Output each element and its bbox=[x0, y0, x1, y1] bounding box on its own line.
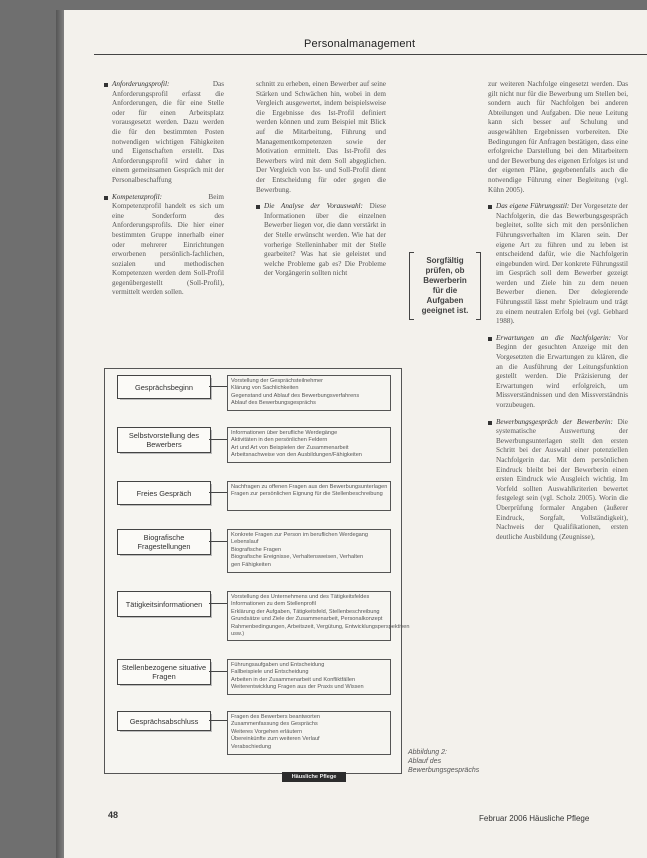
step-label: Stellenbezogene situative Fragen bbox=[117, 659, 211, 685]
paragraph-erwartungen bbox=[488, 334, 628, 411]
column-1 bbox=[104, 80, 224, 305]
detail-item: Biografische Ereignisse, Verhaltensweisen, Verhalten bbox=[231, 554, 364, 561]
step-details bbox=[227, 375, 391, 411]
quote-bracket-left bbox=[409, 252, 414, 320]
detail-item: Weiteres Vorgehen erläutern bbox=[231, 728, 303, 735]
detail-item: Übereinkünfte zum weiteren Verlauf bbox=[231, 736, 320, 743]
detail-item: Art und Art von Beispielen der Zusammenarbeit bbox=[231, 444, 349, 451]
detail-item: Klärung von Sachlichkeiten bbox=[231, 385, 299, 392]
detail-item: Verabschiedung bbox=[231, 743, 272, 750]
detail-item: Grundsätze und Ziele der Zusammenarbeit, Personalkonzept bbox=[231, 616, 383, 623]
detail-item: Fragen des Bewerbers beantworten bbox=[231, 714, 320, 720]
paragraph-heading: Kompetenzprofil: bbox=[112, 192, 163, 201]
detail-item: gen Fähigkeiten bbox=[231, 561, 271, 568]
detail-item: Arbeiten in der Zusammenarbeit und Konfliktfällen bbox=[231, 676, 356, 683]
step-label: Biografische Fragestellungen bbox=[117, 529, 211, 555]
paragraph-ist-soll bbox=[256, 80, 386, 195]
paragraph-body: Das Anforderungsprofil erfasst die Anforderungen, die für eine Stelle oder für einen Arbeitsplatz vorausgesetzt werden. Dazu werden die für den bestimmten Posten notwendigen wichtigen Fähigkeiten und Eigenschaften erstellt. Das Anforderungsprofil wird daher in einem gemeinsamen Gespräch mit der Personalbeschaffung bbox=[112, 80, 224, 184]
detail-item: Arbeitsnachweise von den Ausbildungen/Fähigkeiten bbox=[231, 452, 362, 459]
issue-footer: Februar 2006 Häusliche Pflege bbox=[479, 814, 590, 823]
paragraph-kompetenzprofil bbox=[104, 193, 224, 299]
paragraph-heading: Bewerbungsgespräch der Bewerberin: bbox=[496, 417, 613, 426]
connector-line bbox=[209, 386, 227, 387]
figure-caption: Abbildung 2: Ablauf des Bewerbungsgesprächs bbox=[408, 749, 480, 774]
step-details bbox=[227, 427, 391, 463]
detail-item: Weiterentwicklung Fragen aus der Praxis und Wissen bbox=[231, 684, 364, 691]
detail-item: Erklärung der Aufgaben, Tätigkeitsfeld, Stellenbeschreibung bbox=[231, 608, 380, 615]
interview-flow-diagram bbox=[104, 368, 410, 774]
detail-item: Führungsaufgaben und Entscheidung bbox=[231, 662, 325, 668]
detail-item: Fallbeispiele und Entscheidung bbox=[231, 669, 309, 676]
detail-item: Ablauf des Bewerbungsgesprächs bbox=[231, 400, 316, 407]
paragraph-body: Die systematische Auswertung der Bewerbungsunterlagen stellt den ersten Schritt bei der Auswahl einer potenziellen Nachfolgerin dar. Mit dem persönlichen Eindruck bleibt bei der Bewerberin einen ersten Eindruck wie Ausgleich wichtig. Im Vorfeld sollten Auswahlkriterien bewertet festgelegt sein (vgl. Scholz 2005). Worin die Überprüfung formaler Angaben (äußerer Eindruck, Sorgfalt, Vollständigkeit), Nachweis der Qualifikationen, ersten deutliche Ausbildung (Zeugnisse), bbox=[496, 417, 628, 541]
step-details bbox=[227, 659, 391, 695]
paragraph-heading: Das eigene Führungsstil: bbox=[496, 202, 570, 211]
detail-item: Nachfragen zu offenen Fragen aus den Bewerbungsunterlagen bbox=[231, 484, 388, 490]
page-header bbox=[64, 38, 647, 56]
step-label: Gesprächsbeginn bbox=[117, 375, 211, 399]
paragraph-body: Diese Informationen über die einzelnen Bewerber liegen vor, die dann verstärkt in der Stelle erwünscht werden. Wie hat der vorherige Stelleninhaber mit der Stelle gearbeitet? Was hat sie geleistet und welche Probleme gab es? Die Probleme der Vorgängerin sollten nicht bbox=[264, 202, 387, 278]
detail-item: Lebenslauf bbox=[231, 539, 259, 546]
header-rule bbox=[94, 54, 647, 55]
step-label: Gesprächsabschluss bbox=[117, 711, 211, 731]
paragraph-heading: Anforderungsprofil: bbox=[112, 80, 170, 88]
paragraph-bewerbungspruefung bbox=[488, 418, 628, 543]
connector-line bbox=[209, 492, 227, 493]
paragraph-fuehrungsstil bbox=[488, 202, 628, 327]
magazine-page bbox=[64, 10, 647, 858]
connector-line bbox=[209, 439, 227, 440]
detail-item: Zusammenfassung des Gesprächs bbox=[231, 721, 318, 728]
detail-item: Konkrete Fragen zur Person im beruflichen Werdegang bbox=[231, 532, 369, 538]
step-details bbox=[227, 711, 391, 755]
connector-line bbox=[209, 671, 227, 672]
step-details bbox=[227, 591, 410, 641]
paragraph-body: Vor Beginn der gesuchten Anzeige mit den Vorgesetzten die Erwartungen zu klären, die an die Ausführung der Leitungsfunktion gestellt werden. Die Präzisierung der Erwartungen wird erfolgreich, um Missverständnissen und den Missverständnis vorzubeugen. bbox=[496, 333, 628, 409]
detail-item: Vorstellung der Gesprächsteilnehmer bbox=[231, 378, 324, 384]
quote-bracket-right bbox=[476, 252, 481, 320]
paragraph-anforderungsprofil bbox=[104, 80, 224, 186]
page-number: 48 bbox=[108, 810, 119, 820]
connector-line bbox=[209, 541, 227, 542]
connector-line bbox=[209, 603, 227, 604]
paragraph-body: schnitt zu erheben, einen Bewerber auf seine Stärken und Schwächen hin, wobei in dem Vergleich ausgewertet, indem beispielsweise die Ergebnisse des Ist-Profil definiert werden können und zum Beispiel mit Blick auf die Mitarbeitung, Führung und Managementkompetenzen sowie der Motivation ermittelt. Das Ist-Profil des Bewerbers wird mit dem Soll abgeglichen. Der Vergleich von Ist- und Soll-Profil dient der Entscheidung für oder gegen die Bewerbung. bbox=[256, 80, 386, 194]
paragraph-body: Beim Kompetenzprofil handelt es sich um eine Sonderform des Anforderungsprofils. Die hier einer bestimmten Gruppe innerhalb einer oder mehrerer Einrichtungen erworbenen persönlich-fachlichen, sozialen und methodischen Kompetenzen werden dem Soll-Profil gegenübergestellt (Soll-Profil), vermittelt werden sollen. bbox=[112, 192, 224, 297]
step-details bbox=[227, 481, 391, 511]
step-label: Selbstvorstellung des Bewerbers bbox=[117, 427, 211, 453]
column-2 bbox=[256, 80, 386, 286]
detail-item: usw.) bbox=[231, 631, 245, 638]
connector-line bbox=[209, 720, 227, 721]
detail-item: Informationen zu dem Stellenprofil bbox=[231, 601, 316, 608]
pull-quote bbox=[409, 252, 481, 320]
paragraph-vorauswahl bbox=[256, 202, 386, 279]
paragraph-body: zur weiteren Nachfolge eingesetzt werden. Das gilt nicht nur für die Bewerbung um Stellen bei, sondern auch für Nachfolgen bei anderen Abteilungen und Aufgaben. Die neue Leitung kann sich besser auf Schulung und ausgewählten Ergebnissen vorbereiten. Die Bedingungen für Anfragen bestätigen, dass eine erfolgreiche Darstellung bei den Mitarbeitern und der Bewerbung des eigenen Erfolges ist und der eigenen Pläne, gegebenenfalls auch die notwendige Führung einer Begleitung (vgl. Kühn 2005). bbox=[488, 80, 628, 194]
detail-item: Aktivitäten in den persönlichen Feldern bbox=[231, 437, 328, 444]
paragraph-heading: Die Analyse der Vorauswahl: bbox=[264, 202, 363, 211]
paragraph-body: Der Vorgesetzte der Nachfolgerin, die das Bewerbungsgespräch begleitet, sollte sich mit den persönlichen Führungsverhalten im Klaren sein. Der eigene Art zu führen und zu leben ist entscheidend dafür, wie die Nachfolgerin eingebunden wird. Der konkrete Führungsstil im Gespräch soll dem Bewerber gezeigt werden und Ziele hin zu dem neuen Bewerber dienen. Der delegierende Führungsstil lässt mehr Spielraum und trägt zu einem neutralen Erfolg bei (vgl. Gebhard 1988). bbox=[496, 202, 628, 326]
pull-quote-text: Sorgfältig prüfen, ob Bewerberin für die Aufgaben geeignet ist. bbox=[421, 256, 469, 315]
detail-item: Vorstellung des Unternehmens und des Tätigkeitsfeldes bbox=[231, 594, 370, 600]
detail-item: Informationen über berufliche Werdegänge bbox=[231, 430, 338, 436]
paragraph-nachfolge bbox=[488, 80, 628, 195]
column-3 bbox=[488, 80, 628, 549]
step-label: Freies Gespräch bbox=[117, 481, 211, 505]
section-title: Personalmanagement bbox=[304, 38, 416, 50]
detail-item: Fragen zur persönlichen Eignung für die Stellenbeschreibung bbox=[231, 491, 383, 498]
detail-item: Gegenstand und Ablauf des Bewerbungsverfahrens bbox=[231, 392, 360, 399]
detail-item: Biografische Fragen bbox=[231, 546, 282, 553]
paragraph-heading: Erwartungen an die Nachfolgerin: bbox=[496, 333, 611, 342]
detail-item: Rahmenbedingungen, Arbeitszeit, Vergütung, Entwicklungsperspektiven bbox=[231, 623, 410, 630]
source-tag: Häusliche Pflege bbox=[282, 772, 346, 782]
step-label: Tätigkeitsinformationen bbox=[117, 591, 211, 617]
step-details bbox=[227, 529, 391, 573]
